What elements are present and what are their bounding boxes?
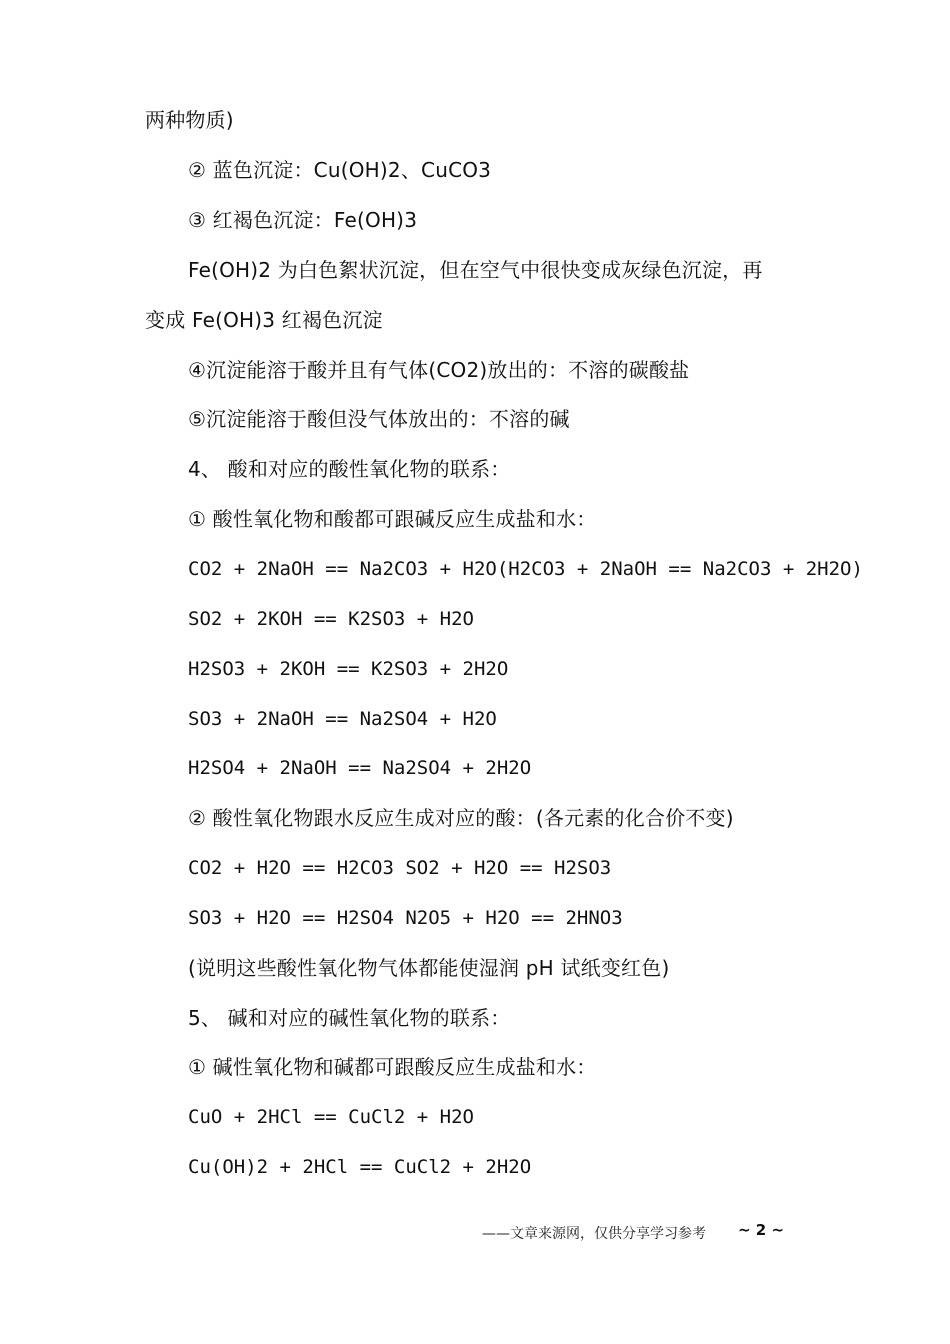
equation-line-3: H2SO3 + 2KOH == K2SO3 + 2H2O [188,658,509,680]
text-line-9: ① 酸性氧化物和酸都可跟碱反应生成盐和水： [188,507,597,531]
text-line-20: ① 碱性氧化物和碱都可跟酸反应生成盐和水： [188,1055,597,1079]
text-line-4: Fe(OH)2 为白色絮状沉淀，但在空气中很快变成灰绿色沉淀，再 [188,258,763,282]
equation-line-6: CO2 + H2O == H2CO3 SO2 + H2O == H2SO3 [188,857,612,879]
text-line-5: 变成 Fe(OH)3 红褐色沉淀 [145,308,383,332]
equation-line-9: Cu(OH)2 + 2HCl == CuCl2 + 2H2O [188,1156,532,1178]
footer-source-note: ——文章来源网，仅供分享学习参考 [482,1226,706,1242]
section-heading-5: 5、 碱和对应的碱性氧化物的联系： [188,1006,511,1030]
text-line-6: ④沉淀能溶于酸并且有气体(CO2)放出的：不溶的碳酸盐 [188,358,690,382]
text-line-18: (说明这些酸性氧化物气体都能使湿润 pH 试纸变红色) [188,956,670,980]
text-line-2: ② 蓝色沉淀：Cu(OH)2、CuCO3 [188,158,492,182]
equation-line-4: SO3 + 2NaOH == Na2SO4 + H2O [188,708,497,730]
equation-line-5: H2SO4 + 2NaOH == Na2SO4 + 2H2O [188,757,532,779]
section-heading-4: 4、 酸和对应的酸性氧化物的联系： [188,457,511,481]
equation-line-2: SO2 + 2KOH == K2SO3 + H2O [188,608,474,630]
page-number: ~ 2 ~ [738,1221,785,1239]
equation-line-8: CuO + 2HCl == CuCl2 + H2O [188,1106,474,1128]
text-line-7: ⑤沉淀能溶于酸但没气体放出的：不溶的碱 [188,407,570,431]
equation-line-7: SO3 + H2O == H2SO4 N2O5 + H2O == 2HNO3 [188,907,623,929]
equation-line-1: CO2 + 2NaOH == Na2CO3 + H2O(H2CO3 + 2NaOH == Na2CO3 + 2H2O) [188,558,863,580]
text-line-3: ③ 红褐色沉淀：Fe(OH)3 [188,208,418,232]
text-line-15: ② 酸性氧化物跟水反应生成对应的酸：(各元素的化合价不变) [188,806,734,830]
text-line-1: 两种物质) [145,108,234,132]
